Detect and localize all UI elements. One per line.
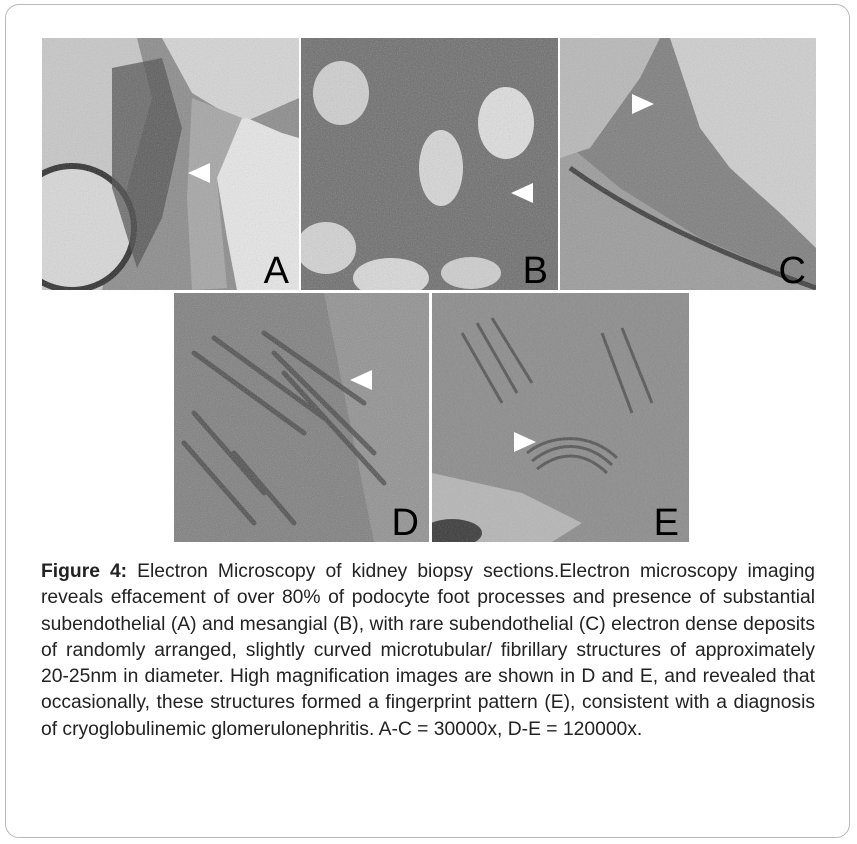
micrograph-b-image	[301, 38, 558, 290]
micrograph-e-image	[432, 293, 689, 542]
figure-caption-text: Electron Microscopy of kidney biopsy sections.Electron microscopy imaging reveals effacement of over 80% of podocyte foot processes and presence of substantial subendothelial (A) and mesangial (B), with rare subendothelial (C) electron dense deposits of randomly arranged, slightly curved microtubular/ fibrillary structures of approximately 20-25nm in diameter. High magnification images are shown in D and E, and revealed that occasionally, these structures formed a fingerprint pattern (E), consistent with a diagnosis of cryoglobulinemic glomerulonephritis. A-C = 30000x, D-E = 120000x.	[41, 561, 816, 740]
panel-label-d: D	[391, 502, 419, 542]
micrograph-panel-d	[174, 293, 429, 542]
arrowhead-icon	[514, 432, 536, 452]
arrowhead-icon	[632, 94, 654, 114]
micrograph-panel-e	[432, 293, 689, 542]
micrograph-panel-c	[560, 38, 816, 290]
figure-caption	[41, 559, 815, 743]
panel-label-c: C	[778, 250, 806, 290]
panel-label-a: A	[263, 250, 289, 290]
arrowhead-icon	[511, 183, 533, 203]
arrowhead-icon	[350, 370, 372, 390]
arrowhead-icon	[188, 163, 210, 183]
panel-label-e: E	[653, 502, 679, 542]
figure-label: Figure 4:	[41, 561, 128, 582]
micrograph-panel-a	[42, 38, 299, 290]
micrograph-a-image	[42, 38, 299, 290]
panel-label-b: B	[522, 250, 548, 290]
micrograph-panel-b	[301, 38, 558, 290]
